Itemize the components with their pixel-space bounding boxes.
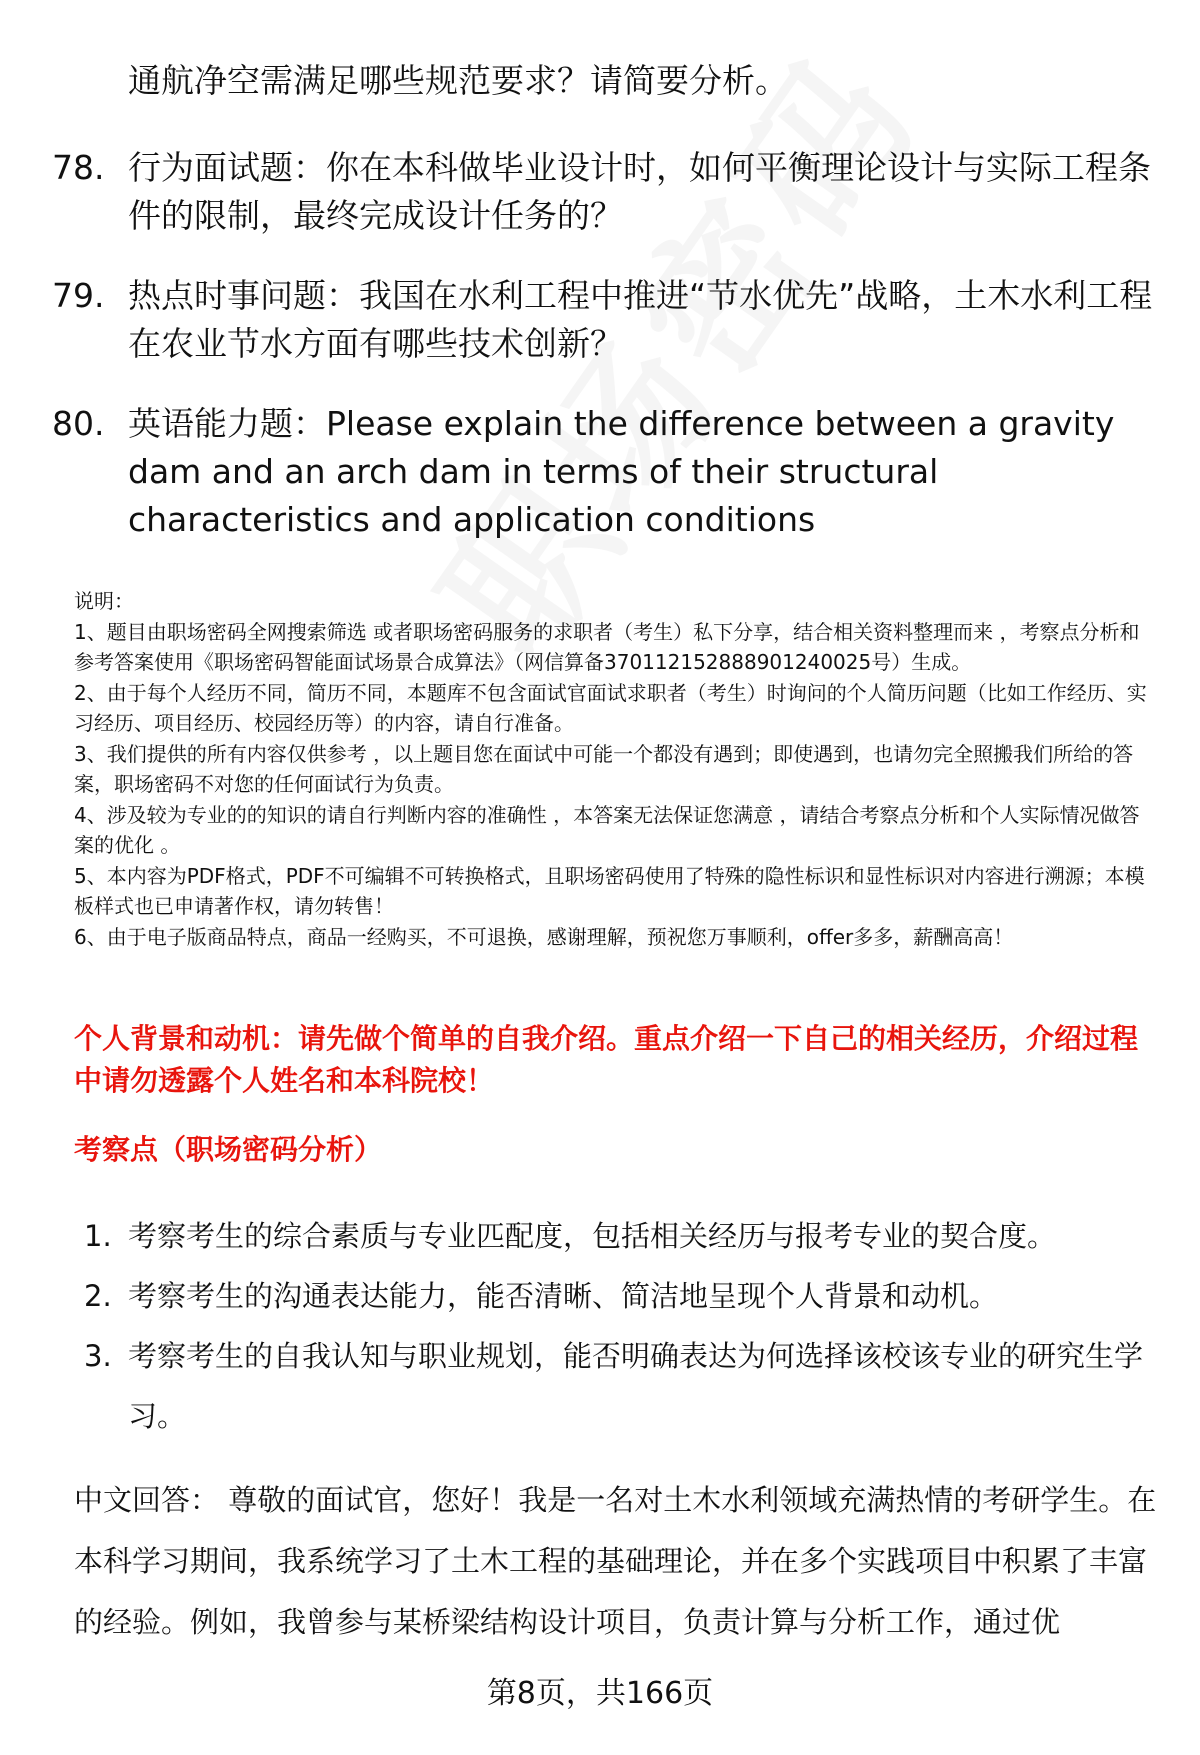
note-item: 2、由于每个人经历不同，简历不同，本题库不包含面试官面试求职者（考生）时询问的个人简历问题（比如工作经历、实习经历、项目经历、校园经历等）的内容，请自行准备。 [74, 680, 1147, 735]
key-point-text: 考察考生的沟通表达能力，能否清晰、简洁地呈现个人背景和动机。 [128, 1279, 999, 1313]
question-text: 热点时事问题：我国在水利工程中推进“节水优先”战略，土木水利工程在农业节水方面有哪些技术创新？ [128, 276, 1153, 363]
note-item: 1、题目由职场密码全网搜索筛选 或者职场密码服务的求职者（考生）私下分享，结合相关资料整理而来 ，考察点分析和参考答案使用《职场密码智能面试场景合成算法》（网信算备370112152888901240025号）生成。 [74, 619, 1140, 674]
key-point-text: 考察考生的自我认知与职业规划，能否明确表达为何选择该校该专业的研究生学习。 [128, 1339, 1144, 1433]
key-point-item [84, 1206, 1160, 1266]
question-number: 80. [52, 404, 105, 443]
notes-heading: 说明： [74, 589, 134, 613]
question-80 [52, 400, 1162, 544]
question-continuation: 通航净空需满足哪些规范要求？请简要分析。 [128, 61, 788, 100]
key-point-item [84, 1266, 1160, 1326]
note-item: 3、我们提供的所有内容仅供参考 ，以上题目您在面试中可能一个都没有遇到；即使遇到，也请勿完全照搬我们所给的答案，职场密码不对您的任何面试行为负责。 [74, 741, 1134, 796]
question-79 [52, 272, 1162, 368]
key-point-number: 3. [84, 1339, 112, 1373]
notes-section [74, 586, 1154, 952]
background-question: 个人背景和动机：请先做个简单的自我介绍。重点介绍一下自己的相关经历，介绍过程中请勿透露个人姓名和本科院校！ [74, 1022, 1139, 1097]
key-point-number: 1. [84, 1219, 112, 1253]
question-number: 79. [52, 276, 105, 315]
key-points-list [84, 1206, 1160, 1446]
note-item: 6、由于电子版商品特点，商品一经购买，不可退换，感谢理解，预祝您万事顺利，offer多多，薪酬高高！ [74, 924, 1014, 949]
key-points-title: 考察点（职场密码分析） [74, 1133, 383, 1166]
answer-text: 中文回答： 尊敬的面试官，您好！我是一名对土木水利领域充满热情的考研学生。在本科学习期间，我系统学习了土木工程的基础理论，并在多个实践项目中积累了丰富的经验。例如，我曾参与某桥梁结构设计项目，负责计算与分析工作，通过优 [74, 1483, 1157, 1639]
question-78 [52, 144, 1162, 240]
key-point-text: 考察考生的综合素质与专业匹配度，包括相关经历与报考专业的契合度。 [128, 1219, 1057, 1253]
question-number: 78. [52, 148, 105, 187]
note-item: 4、涉及较为专业的的知识的请自行判断内容的准确性 ，本答案无法保证您满意 ，请结合考察点分析和个人实际情况做答案的优化 。 [74, 802, 1140, 857]
key-point-item [84, 1326, 1160, 1446]
question-text: 行为面试题：你在本科做毕业设计时，如何平衡理论设计与实际工程条件的限制，最终完成设计任务的？ [128, 148, 1151, 235]
question-text: 英语能力题：Please explain the difference between a gravity dam and an arch dam in terms of their structural characteristics and application conditions [128, 404, 1115, 539]
note-item: 5、本内容为PDF格式，PDF不可编辑不可转换格式，且职场密码使用了特殊的隐性标识和显性标识对内容进行溯源；本模板样式也已申请著作权，请勿转售！ [74, 863, 1145, 918]
key-point-number: 2. [84, 1279, 112, 1313]
page-footer: 第8页，共166页 [486, 1676, 714, 1711]
